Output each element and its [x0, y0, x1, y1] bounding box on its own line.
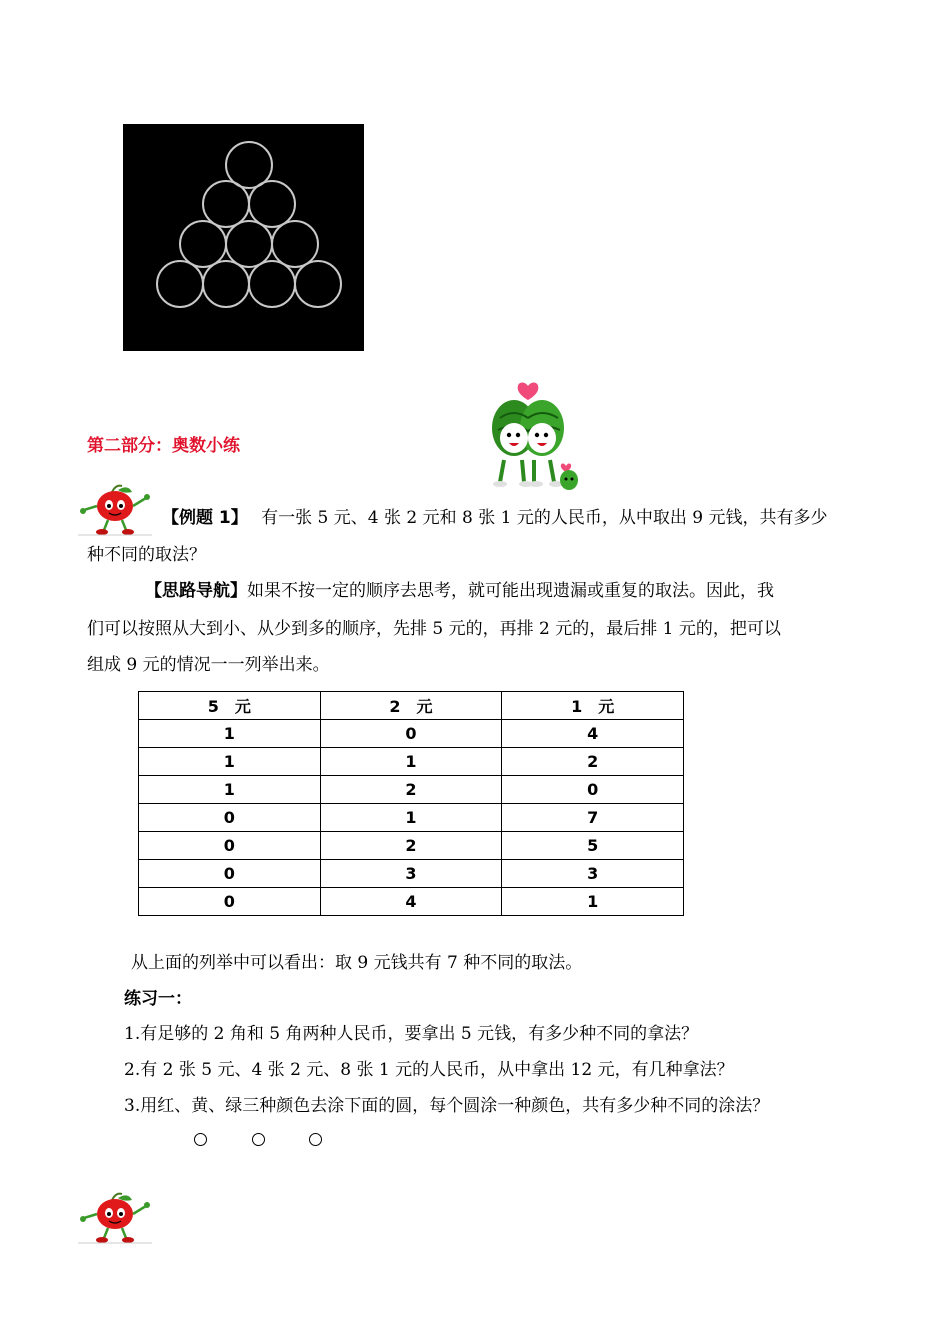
table-row — [139, 832, 684, 860]
table-cell: 0 — [139, 888, 321, 916]
table-cell: 2 — [320, 776, 502, 804]
watermelon-mascot-illustration — [480, 378, 586, 492]
practice-question-1: 1.有足够的 2 角和 5 角两种人民币，要拿出 5 元钱，有多少种不同的拿法？ — [124, 1024, 699, 1044]
table-cell: 4 — [320, 888, 502, 916]
table-row — [139, 888, 684, 916]
table-cell: 2 — [320, 832, 502, 860]
guide-text: 如果不按一定的顺序去思考，就可能出现遗漏或重复的取法。因此，我 — [247, 581, 774, 601]
empty-circle — [252, 1133, 265, 1146]
guide-line2: 们可以按照从大到小、从少到多的顺序，先排 5 元的，再排 2 元的，最后排 1 元的，把可以 — [87, 619, 781, 639]
table-header-row — [139, 692, 684, 720]
apple-mascot-icon — [78, 484, 152, 536]
example-text: 有一张 5 元、4 张 2 元和 8 张 1 元的人民币，从中取出 9 元钱，共有多少 — [261, 508, 828, 528]
table-cell: 3 — [320, 860, 502, 888]
table-cell: 1 — [139, 776, 321, 804]
practice-question-3: 3.用红、黄、绿三种颜色去涂下面的圆，每个圆涂一种颜色，共有多少种不同的涂法？ — [124, 1096, 770, 1116]
table-cell: 0 — [139, 832, 321, 860]
example-problem-line1 — [162, 506, 828, 530]
table-cell: 7 — [502, 804, 684, 832]
table-cell: 0 — [502, 776, 684, 804]
table-cell: 1 — [139, 748, 321, 776]
guide-line3: 组成 9 元的情况一一列举出来。 — [87, 655, 330, 675]
table-row — [139, 748, 684, 776]
practice-question-2: 2.有 2 张 5 元、4 张 2 元、8 张 1 元的人民币，从中拿出 12 元，有几种拿法？ — [124, 1060, 734, 1080]
table-row — [139, 720, 684, 748]
empty-circle — [309, 1133, 322, 1146]
section-title: 第二部分：奥数小练 — [87, 436, 240, 456]
guide-label: 【思路导航】 — [145, 581, 247, 601]
conclusion-text: 从上面的列举中可以看出：取 9 元钱共有 7 种不同的取法。 — [131, 953, 583, 973]
table-cell: 0 — [139, 804, 321, 832]
table-cell: 2 — [502, 748, 684, 776]
practice-title: 练习一： — [124, 989, 192, 1009]
circle-triangle-figure — [123, 124, 364, 351]
table-row — [139, 860, 684, 888]
table-cell: 0 — [320, 720, 502, 748]
table-cell: 1 — [320, 804, 502, 832]
empty-circle — [194, 1133, 207, 1146]
table-row — [139, 776, 684, 804]
table-row — [139, 804, 684, 832]
table-cell: 4 — [502, 720, 684, 748]
guide-line1 — [145, 579, 774, 603]
table-cell: 5 — [502, 832, 684, 860]
table-cell: 1 — [502, 888, 684, 916]
table-cell: 1 — [139, 720, 321, 748]
example-problem-line2: 种不同的取法？ — [87, 545, 206, 565]
apple-mascot-icon — [78, 1192, 152, 1244]
table-header-cell: 2 元 — [320, 692, 502, 720]
table-cell: 0 — [139, 860, 321, 888]
table-header-cell: 5 元 — [139, 692, 321, 720]
money-combination-table — [138, 691, 684, 916]
table-cell: 1 — [320, 748, 502, 776]
table-header-cell: 1 元 — [502, 692, 684, 720]
table-cell: 3 — [502, 860, 684, 888]
example-label: 【例题 1】 — [162, 508, 248, 528]
